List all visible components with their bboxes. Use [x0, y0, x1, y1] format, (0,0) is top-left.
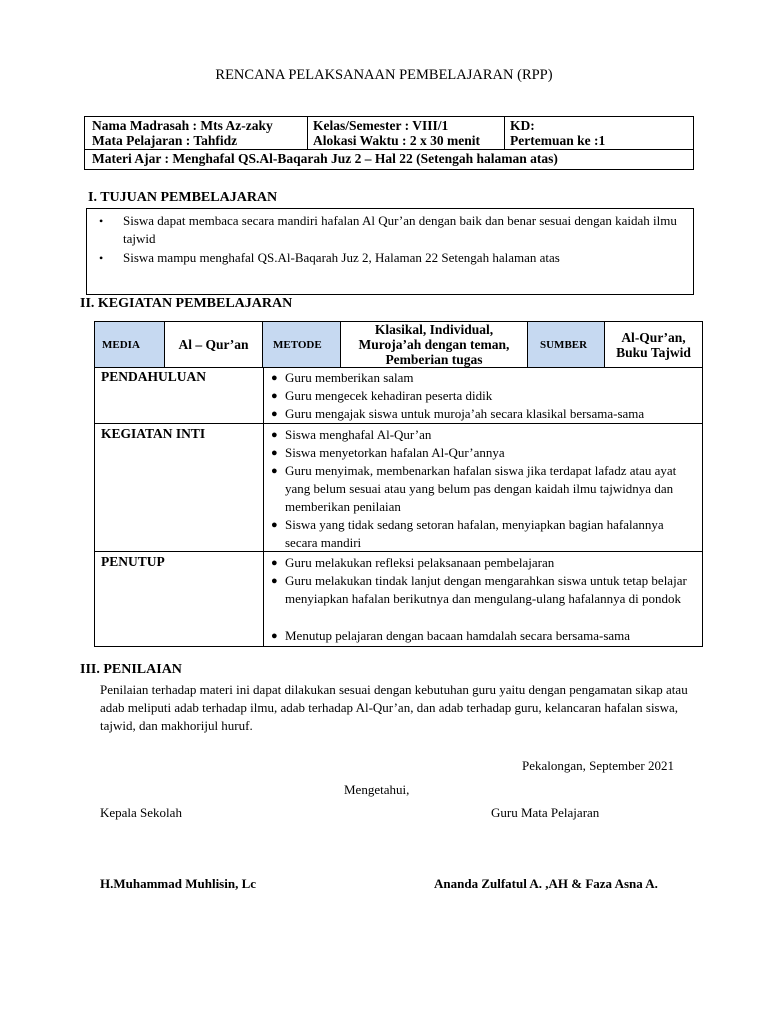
list-item-text: Guru menyimak, membenarkan hafalan siswa jika terdapat lafadz atau ayat yang belum sesuai atau yang belum pas dengan kaidah ilmu tajwidnya dan memberikan penilaian — [285, 463, 677, 514]
bullet-icon: • — [99, 214, 104, 228]
kegiatan-table — [94, 321, 703, 647]
list-item — [271, 572, 690, 608]
media-header: MEDIA — [95, 322, 165, 367]
divider — [263, 367, 264, 646]
list-item-text: Siswa menyetorkan hafalan Al-Qur’annya — [285, 445, 505, 460]
list-item — [271, 387, 690, 405]
place-date: Pekalongan, September 2021 — [522, 758, 674, 773]
bullet-icon: ● — [271, 447, 278, 459]
list-item — [271, 627, 690, 645]
mengetahui-label: Mengetahui, — [344, 782, 410, 797]
metode-value: Klasikal, Individual, Muroja’ah dengan teman, Pemberian tugas — [341, 322, 528, 367]
bullet-icon: ● — [271, 575, 278, 587]
divider — [95, 367, 702, 368]
penilaian-text: Penilaian terhadap materi ini dapat dilakukan sesuai dengan kebutuhan guru yaitu dengan pengamatan sikap atau adab meliputi adab terhadap ilmu, adab terhadap Al-Qur’an, dan adab terhadap guru, kelancaran hafalan siswa, tajwid, dan makhorijul huruf. — [100, 682, 688, 733]
bullet-icon: ● — [271, 408, 278, 420]
phase-kegiatan-inti: KEGIATAN INTI — [101, 426, 206, 441]
media-value: Al – Qur’an — [165, 322, 263, 367]
kepala-sekolah-name: H.Muhammad Muhlisin, Lc — [100, 876, 257, 891]
phase-pendahuluan: PENDAHULUAN — [101, 369, 207, 384]
tujuan-box — [86, 208, 694, 295]
kelas-semester: Kelas/Semester : VIII/1 — [313, 118, 449, 133]
list-item — [271, 462, 690, 516]
sumber-header: SUMBER — [528, 322, 605, 367]
list-item-text: Guru mengecek kehadiran peserta didik — [285, 388, 493, 403]
list-item — [271, 554, 690, 572]
guru-label: Guru Mata Pelajaran — [491, 805, 600, 820]
nama-madrasah: Nama Madrasah : Mts Az-zaky — [92, 118, 273, 133]
list-item — [271, 369, 690, 387]
list-item — [271, 516, 690, 552]
list-item-text: Siswa yang tidak sedang setoran hafalan, menyiapkan bagian hafalannya secara mandiri — [285, 517, 664, 550]
sumber-value: Al-Qur’an, Buku Tajwid — [616, 329, 691, 360]
list-item-text: Guru melakukan tindak lanjut dengan mengarahkan siswa untuk tetap belajar menyiapkan hafalan berikutnya dan mengulang-ulang hafalannya di pondok — [285, 573, 687, 606]
bullet-icon: • — [99, 251, 104, 265]
divider — [504, 117, 505, 149]
list-item — [99, 212, 683, 248]
section-tujuan-heading: I. TUJUAN PEMBELAJARAN — [88, 190, 278, 205]
list-item-text: Guru memberikan salam — [285, 370, 414, 385]
list-item-text: Guru mengajak siswa untuk muroja’ah secara klasikal bersama-sama — [285, 406, 645, 421]
section-kegiatan-heading: II. KEGIATAN PEMBELAJARAN — [80, 296, 293, 311]
bullet-icon: ● — [271, 519, 278, 531]
list-item-text: Siswa dapat membaca secara mandiri hafalan Al Qur’an dengan baik dan benar sesuai dengan kaidah ilmu tajwid — [123, 213, 677, 246]
list-item — [99, 249, 683, 267]
section-penilaian-heading: III. PENILAIAN — [80, 662, 182, 677]
bullet-icon: ● — [271, 390, 278, 402]
bullet-icon: ● — [271, 465, 278, 477]
list-item — [271, 405, 690, 423]
list-item-text: Siswa mampu menghafal QS.Al-Baqarah Juz 2, Halaman 22 Setengah halaman atas — [123, 250, 560, 265]
bullet-icon: ● — [271, 372, 278, 384]
identity-table — [84, 116, 694, 170]
divider — [95, 423, 702, 424]
guru-name: Ananda Zulfatul A. ,AH & Faza Asna A. — [434, 876, 658, 891]
list-item-text: Menutup pelajaran dengan bacaan hamdalah secara bersama-sama — [285, 628, 631, 643]
bullet-icon: ● — [271, 429, 278, 441]
list-item-text: Guru melakukan refleksi pelaksanaan pembelajaran — [285, 555, 555, 570]
kd: KD: — [510, 118, 535, 133]
divider — [85, 149, 693, 150]
phase-penutup: PENUTUP — [101, 554, 165, 569]
bullet-icon: ● — [271, 630, 278, 642]
mata-pelajaran: Mata Pelajaran : Tahfidz — [92, 133, 238, 148]
metode-header: METODE — [263, 322, 341, 367]
list-item — [271, 426, 690, 444]
materi-ajar: Materi Ajar : Menghafal QS.Al-Baqarah Juz 2 – Hal 22 (Setengah halaman atas) — [92, 151, 558, 166]
divider — [307, 117, 308, 149]
list-item-text: Siswa menghafal Al-Qur’an — [285, 427, 432, 442]
list-item — [271, 444, 690, 462]
alokasi-waktu: Alokasi Waktu : 2 x 30 menit — [313, 133, 481, 148]
bullet-icon: ● — [271, 557, 278, 569]
document-title: RENCANA PELAKSANAAN PEMBELAJARAN (RPP) — [215, 67, 553, 83]
kepala-sekolah-label: Kepala Sekolah — [100, 805, 182, 820]
pertemuan: Pertemuan ke :1 — [510, 133, 606, 148]
